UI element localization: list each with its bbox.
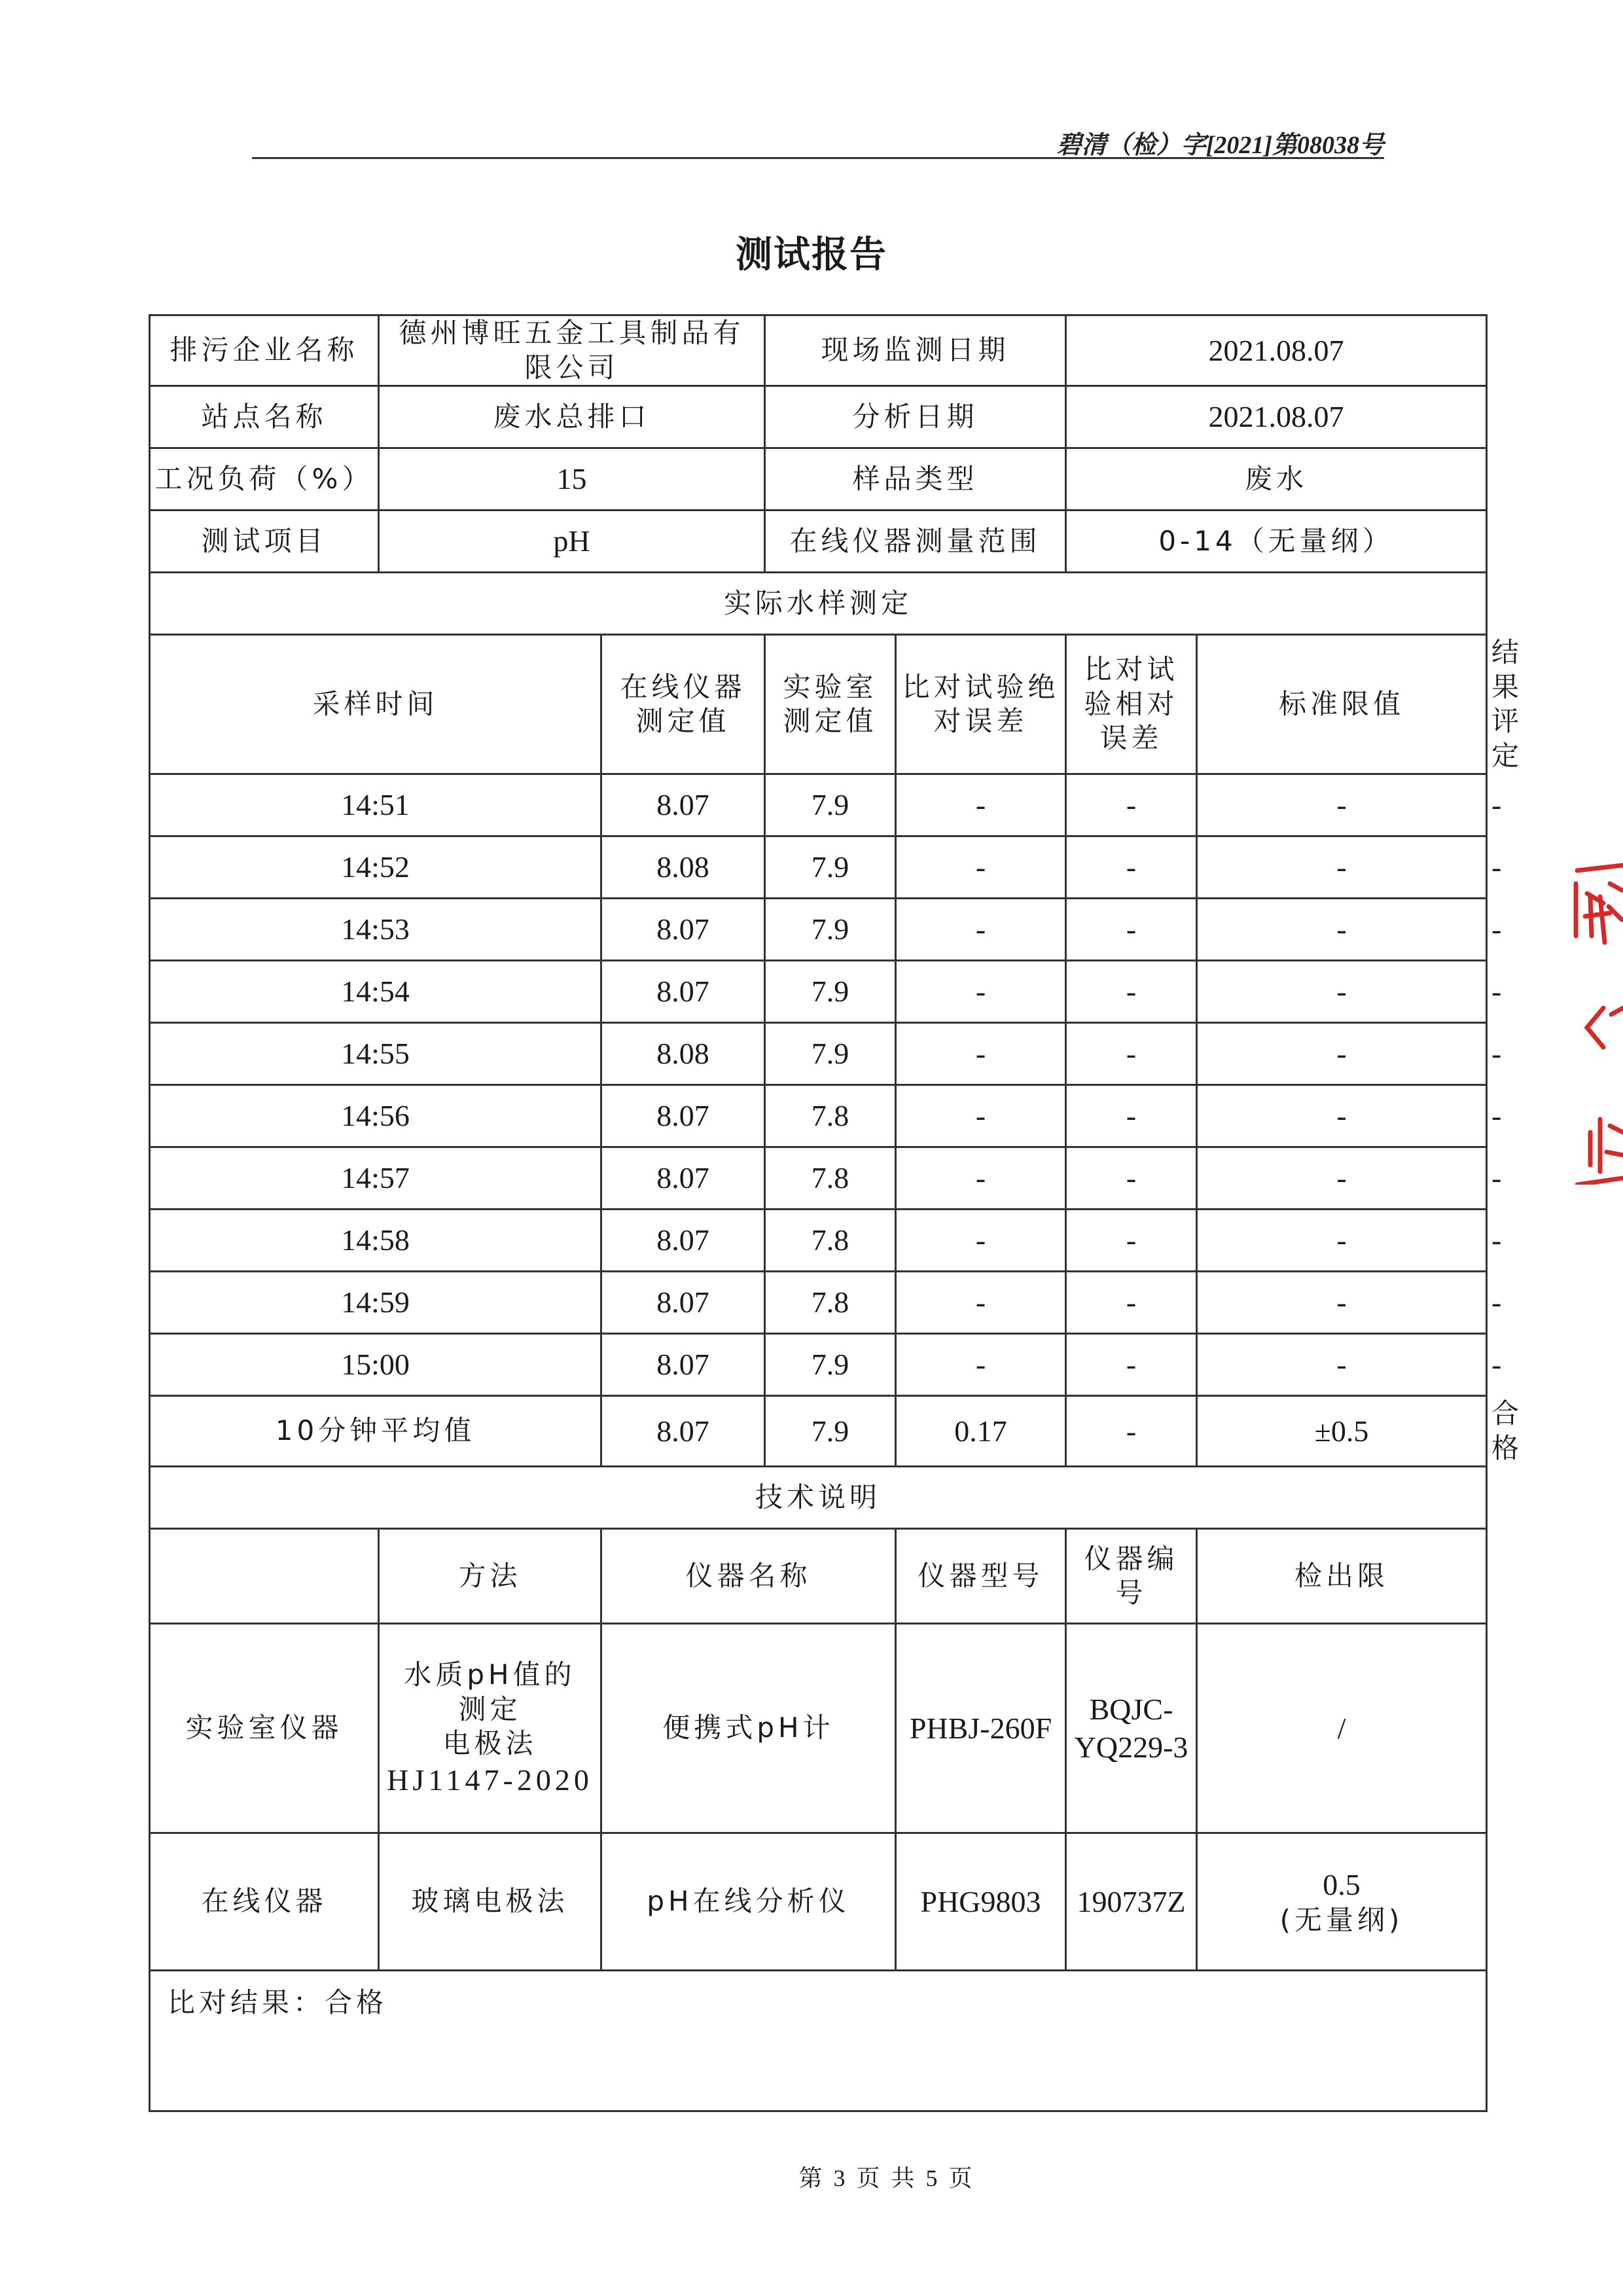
tech-header-instrument-name: 仪器名称 [601,1529,896,1624]
station-row [150,386,1487,448]
average-cell: 0.17 [896,1396,1066,1467]
data-cell: 7.8 [765,1210,896,1272]
enterprise-row-label: 排污企业名称 [150,315,379,386]
data-cell: 8.08 [601,836,765,899]
report-body [150,315,1524,2111]
table-row: 14:53 8.07 7.9 - - - - [150,899,1487,961]
online-instrument-model: PHG9803 [896,1833,1066,1971]
seal-mark [1564,857,1623,1185]
online-method-cell: 玻璃电极法 [379,1833,601,1971]
red-seal-stamp [1564,857,1623,1185]
table-row: 14:52 8.08 7.9 - - - - [150,836,1487,899]
average-cell: - [1066,1396,1197,1467]
item-row-value: pH [379,511,765,573]
lab-instrument-model: PHBJ-260F [896,1624,1066,1833]
tech-header-serial: 仪器编号 [1066,1529,1197,1624]
sample-header-row: 采样时间 在线仪器测定值 实验室测定值 比对试验绝对误差 比对试验相对误差 标准限值 结果评定 [150,635,1487,774]
data-cell: - [896,1023,1066,1085]
data-cell: 8.07 [601,774,765,836]
table-row: 14:56 8.07 7.8 - - - - [150,1085,1487,1147]
average-cell: ±0.5 [1197,1396,1487,1467]
table-row: 15:00 8.07 7.9 - - - - [150,1334,1487,1396]
data-cell: - [1197,1023,1487,1085]
lab-instrument-serial: BQJC-YQ229-3 [1066,1624,1197,1833]
col-header-rel-error: 比对试验相对误差 [1066,635,1197,774]
report-number: 碧清（检）字[2021]第08038号 [1056,132,1384,159]
data-cell: - [896,1272,1066,1334]
table-row: 14:59 8.07 7.8 - - - - [150,1272,1487,1334]
data-cell: 7.8 [765,1147,896,1210]
table-row: 14:51 8.07 7.9 - - - - [150,774,1487,836]
item-row-value-2: 0-14（无量纲） [1066,511,1487,573]
data-cell: - [1066,1085,1197,1147]
page-title: 测试报告 [736,234,887,276]
data-cell: - [1066,961,1197,1023]
item-row-label-2: 在线仪器测量范围 [765,511,1066,573]
col-header-standard-limit: 标准限值 [1197,635,1487,774]
data-cell: - [1197,961,1487,1023]
conclusion-row [150,1971,1487,2111]
data-cell: - [1197,774,1487,836]
data-cell: - [1197,836,1487,899]
tech-header-row [150,1529,1487,1624]
online-limit-line: (无量纲) [1279,1904,1404,1936]
table-row: 14:58 8.07 7.8 - - - - [150,1210,1487,1272]
online-instrument-label: 在线仪器 [150,1833,379,1971]
sampling-time-cell: 14:55 [150,1023,601,1085]
data-cell: - [1197,1210,1487,1272]
station-row-label: 站点名称 [150,386,379,448]
sampling-time-cell: 14:59 [150,1272,601,1334]
col-header-online-value: 在线仪器测定值 [601,635,765,774]
data-cell: - [1197,899,1487,961]
sampling-time-cell: 14:52 [150,836,601,899]
data-cell: 7.9 [765,899,896,961]
station-row-value: 废水总排口 [379,386,765,448]
enterprise-row-label-2: 现场监测日期 [765,315,1066,386]
table-row: 14:55 8.08 7.9 - - - - [150,1023,1487,1085]
lab-method-cell [379,1624,601,1833]
data-cell: 7.9 [765,1334,896,1396]
online-instrument-row [150,1833,1487,1971]
lab-instrument-row [150,1624,1487,1833]
sampling-time-cell: 14:51 [150,774,601,836]
data-cell: 8.07 [601,1147,765,1210]
col-header-sampling-time: 采样时间 [150,635,601,774]
online-instrument-serial: 190737Z [1066,1833,1197,1971]
online-instrument-limit [1197,1833,1487,1971]
table-row: 14:54 8.07 7.9 - - - - [150,961,1487,1023]
data-cell: - [1066,1147,1197,1210]
station-row-label-2: 分析日期 [765,386,1066,448]
data-cell: - [1197,1085,1487,1147]
data-cell: 8.08 [601,1023,765,1085]
sample-section-title: 实际水样测定 [150,573,1487,635]
data-cell: - [1197,1334,1487,1396]
data-cell: 8.07 [601,961,765,1023]
data-cell: - [1197,1272,1487,1334]
sampling-time-cell: 15:00 [150,1334,601,1396]
load-row-label-2: 样品类型 [765,448,1066,511]
average-cell: 8.07 [601,1396,765,1467]
lab-instrument-limit: / [1197,1624,1487,1833]
sample-section-row [150,573,1487,635]
data-cell: - [896,1334,1066,1396]
data-cell: 8.07 [601,1085,765,1147]
load-row [150,448,1487,511]
data-cell: 7.9 [765,961,896,1023]
data-cell: 7.9 [765,1023,896,1085]
tech-section-row [150,1467,1487,1529]
conclusion-cell: 比对结果：合格 [150,1971,1487,2111]
data-cell: - [896,899,1066,961]
col-header-abs-error: 比对试验绝对误差 [896,635,1066,774]
data-cell: 7.8 [765,1085,896,1147]
load-row-label: 工况负荷（%） [150,448,379,511]
load-row-value: 15 [379,448,765,511]
data-cell: - [1066,1210,1197,1272]
data-cell: - [896,774,1066,836]
header-rule [252,157,1384,159]
data-cell: - [896,1210,1066,1272]
tech-header-method: 方法 [379,1529,601,1624]
data-cell: - [1066,774,1197,836]
data-cell: - [1066,1334,1197,1396]
enterprise-row-value: 德州博旺五金工具制品有限公司 [379,315,765,386]
data-cell: - [896,836,1066,899]
data-cell: - [1066,899,1197,961]
sampling-time-cell: 14:54 [150,961,601,1023]
data-cell: 7.8 [765,1272,896,1334]
data-cell: - [1066,1023,1197,1085]
data-cell: 8.07 [601,1210,765,1272]
col-header-lab-value: 实验室测定值 [765,635,896,774]
data-cell: 7.9 [765,774,896,836]
data-cell: 8.07 [601,1272,765,1334]
station-row-value-2: 2021.08.07 [1066,386,1487,448]
item-row [150,511,1487,573]
data-cell: - [1197,1147,1487,1210]
lab-instrument-name: 便携式pH计 [601,1624,896,1833]
sampling-time-cell: 14:58 [150,1210,601,1272]
enterprise-row [150,315,1487,386]
tech-header-blank [150,1529,379,1624]
sampling-time-cell: 14:57 [150,1147,601,1210]
sampling-time-cell: 14:56 [150,1085,601,1147]
average-label: 10分钟平均值 [150,1396,601,1467]
enterprise-row-value-2: 2021.08.07 [1066,315,1487,386]
tech-section-title: 技术说明 [150,1467,1487,1529]
data-cell: - [896,1147,1066,1210]
data-cell: - [896,961,1066,1023]
data-cell: 8.07 [601,1334,765,1396]
lab-instrument-label: 实验室仪器 [150,1624,379,1833]
table-row: 14:57 8.07 7.8 - - - - [150,1147,1487,1210]
average-cell: 7.9 [765,1396,896,1467]
average-row: 10分钟平均值 8.07 7.9 0.17 - ±0.5 合格 [150,1396,1487,1467]
lab-method-line: 测定 [458,1693,522,1725]
load-row-value-2: 废水 [1066,448,1487,511]
page-number: 第 3 页 共 5 页 [798,2165,975,2191]
lab-method-line: 电极法 [442,1727,537,1759]
online-limit-line: 0.5 [1323,1867,1361,1901]
data-cell: - [896,1085,1066,1147]
data-cell: 8.07 [601,899,765,961]
test-report-table [149,314,1524,2112]
sampling-time-cell: 14:53 [150,899,601,961]
lab-method-line: 水质pH值的 [404,1659,576,1691]
online-instrument-name: pH在线分析仪 [601,1833,896,1971]
item-row-label: 测试项目 [150,511,379,573]
tech-header-limit: 检出限 [1197,1529,1487,1624]
data-cell: - [1066,836,1197,899]
data-cell: 7.9 [765,836,896,899]
data-cell: - [1066,1272,1197,1334]
lab-method-line: HJ1147-2020 [387,1763,593,1797]
tech-header-model: 仪器型号 [896,1529,1066,1624]
